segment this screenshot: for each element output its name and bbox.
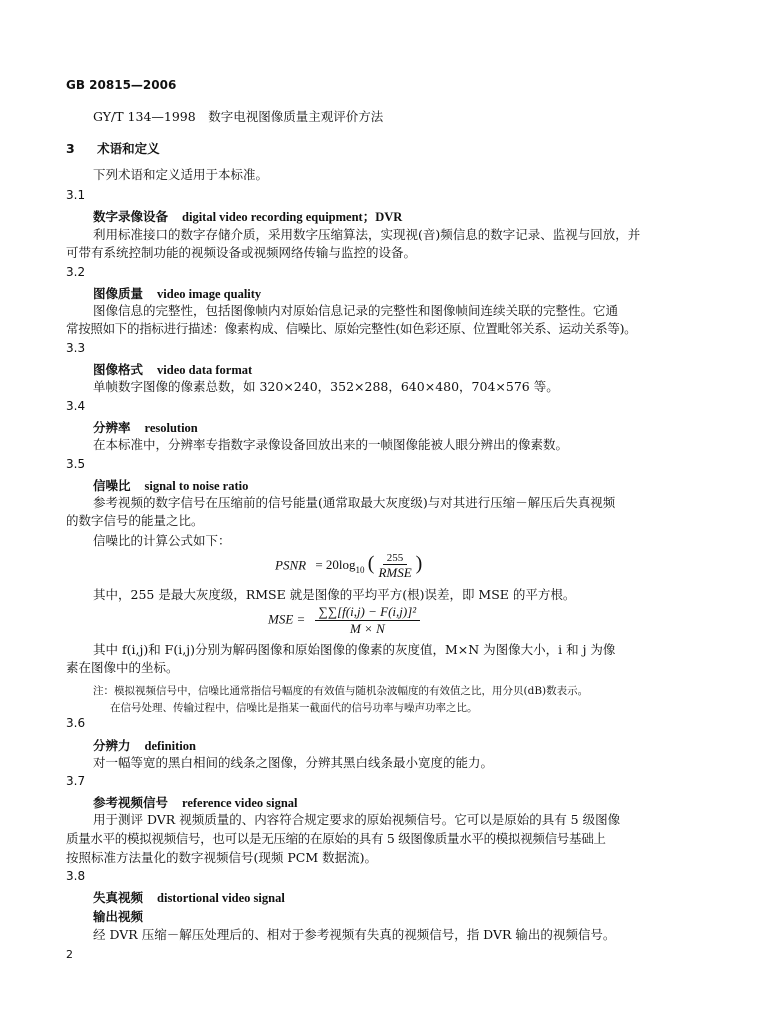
definition-line: 对一幅等宽的黑白相间的线条之图像，分辨其黑白线条最小宽度的能力。: [93, 755, 494, 770]
formula-numerator: 255: [383, 552, 408, 565]
reference-standard: GY/T 134—1998 数字电视图像质量主观评价方法: [93, 109, 384, 124]
definition-line: 利用标准接口的数字存储介质，采用数字压缩算法，实现视(音)频信息的数字记录、监视与回放，并: [93, 227, 641, 242]
definition-line: 按照标准方法量化的数字视频信号(现频 PCM 数据流)。: [66, 850, 377, 865]
clause-number: 3.2: [66, 265, 86, 279]
page-number: 2: [66, 948, 73, 961]
formula-lhs: MSE =: [268, 611, 306, 627]
clause-number: 3.4: [66, 399, 86, 413]
definition-line: 可带有系统控制功能的视频设备或视频网络传输与监控的设备。: [66, 245, 417, 260]
definition-line: 素在图像中的坐标。: [66, 660, 179, 675]
term-cn: 失真视频: [93, 890, 144, 905]
section-heading: [66, 139, 160, 157]
formula-denominator: RMSE: [378, 565, 412, 580]
term-heading: [93, 736, 196, 754]
clause-number: 3.8: [66, 869, 86, 883]
clause-number: 3.7: [66, 774, 86, 788]
term-en: signal to noise ratio: [144, 479, 249, 493]
standard-header: GB 20815—2006: [66, 78, 177, 92]
term-cn: 信噪比: [93, 478, 131, 493]
section-number: 3: [66, 141, 75, 156]
term-cn: 图像质量: [93, 286, 144, 301]
definition-line: 图像信息的完整性，包括图像帧内对原始信息记录的完整性和图像帧间连续关联的完整性。它通: [93, 303, 619, 318]
psnr-formula: PSNR = $20\log_{10}$ ( $\frac{255}{\text{RMSE}}$ ): [275, 552, 423, 580]
clause-number: 3.5: [66, 457, 86, 471]
section-title: 术语和定义: [97, 141, 160, 156]
term-heading: [93, 888, 285, 906]
definition-line: 用于测评 DVR 视频质量的、内容符合规定要求的原始视频信号。它可以是原始的具有 5 级图像: [93, 812, 621, 827]
mse-formula: [268, 604, 420, 637]
term-heading: [93, 793, 298, 811]
formula-numerator: ∑∑[f(i,j) − F(i,j)]²: [315, 604, 421, 621]
term-en: video image quality: [157, 287, 262, 301]
definition-line: 质量水平的模拟视频信号，也可以是无压缩的在原始的具有 5 级图像质量水平的模拟视频信号基础上: [66, 831, 606, 846]
definition-line: 经 DVR 压缩－解压处理后的、相对于参考视频有失真的视频信号，指 DVR 输出的视频信号。: [93, 927, 616, 942]
formula-log: = 20log: [315, 557, 356, 573]
term-cn: 参考视频信号: [93, 795, 169, 810]
term-heading: [93, 284, 261, 302]
formula-denominator: M × N: [349, 621, 385, 636]
definition-line: 常按照如下的指标进行描述：像素构成、信噪比、原始完整性(如色彩还原、位置毗邻关系、运动关系等)。: [66, 321, 637, 336]
clause-number: 3.3: [66, 341, 86, 355]
term-en: digital video recording equipment；DVR: [182, 210, 403, 224]
term-en: definition: [144, 739, 196, 753]
definition-line: 其中 f(i,j)和 F(i,j)分别为解码图像和原始图像的像素的灰度值，M×N 为图像大小，i 和 j 为像: [93, 642, 616, 657]
term-heading: [93, 207, 402, 225]
term-en: distortional video signal: [157, 891, 285, 905]
note-line: 注：模拟视频信号中，信噪比通常指信号幅度的有效值与随机杂波幅度的有效值之比，用分贝(dB)数表示。: [93, 685, 589, 697]
formula-lhs: PSNR: [275, 557, 307, 573]
clause-number: 3.6: [66, 716, 86, 730]
definition-line: 参考视频的数字信号在压缩前的信号能量(通常取最大灰度级)与对其进行压缩－解压后失真视频: [93, 495, 616, 510]
definition-line: 信噪比的计算公式如下：: [93, 533, 231, 548]
term-en: resolution: [144, 421, 198, 435]
formula-fraction: [315, 604, 421, 637]
formula-fraction: [374, 552, 415, 581]
definition-line: 在本标准中，分辨率专指数字录像设备回放出来的一帧图像能被人眼分辨出的像素数。: [93, 437, 569, 452]
clause-number: 3.1: [66, 188, 86, 202]
definition-line: 其中，255 是最大灰度级，RMSE 就是图像的平均平方(根)误差，即 MSE 的平方根。: [93, 587, 576, 602]
definition-line: 单帧数字图像的像素总数，如 320×240，352×288，640×480，704×576 等。: [93, 379, 559, 394]
formula-log-base: 10: [355, 565, 365, 576]
term-cn: 数字录像设备: [93, 209, 169, 224]
note-line: 在信号处理、传输过程中，信噪比是指某一截面代的信号功率与噪声功率之比。: [110, 702, 478, 714]
term-heading: [93, 418, 198, 436]
definition-line: 的数字信号的能量之比。: [66, 513, 204, 528]
term-heading: [93, 360, 252, 378]
section-intro: 下列术语和定义适用于本标准。: [93, 167, 269, 182]
term-synonym: 输出视频: [93, 909, 144, 924]
term-cn: 分辨率: [93, 420, 131, 435]
term-heading: [93, 476, 248, 494]
term-en: video data format: [157, 363, 253, 377]
term-en: reference video signal: [182, 796, 298, 810]
term-cn: 图像格式: [93, 362, 144, 377]
term-cn: 分辨力: [93, 738, 131, 753]
